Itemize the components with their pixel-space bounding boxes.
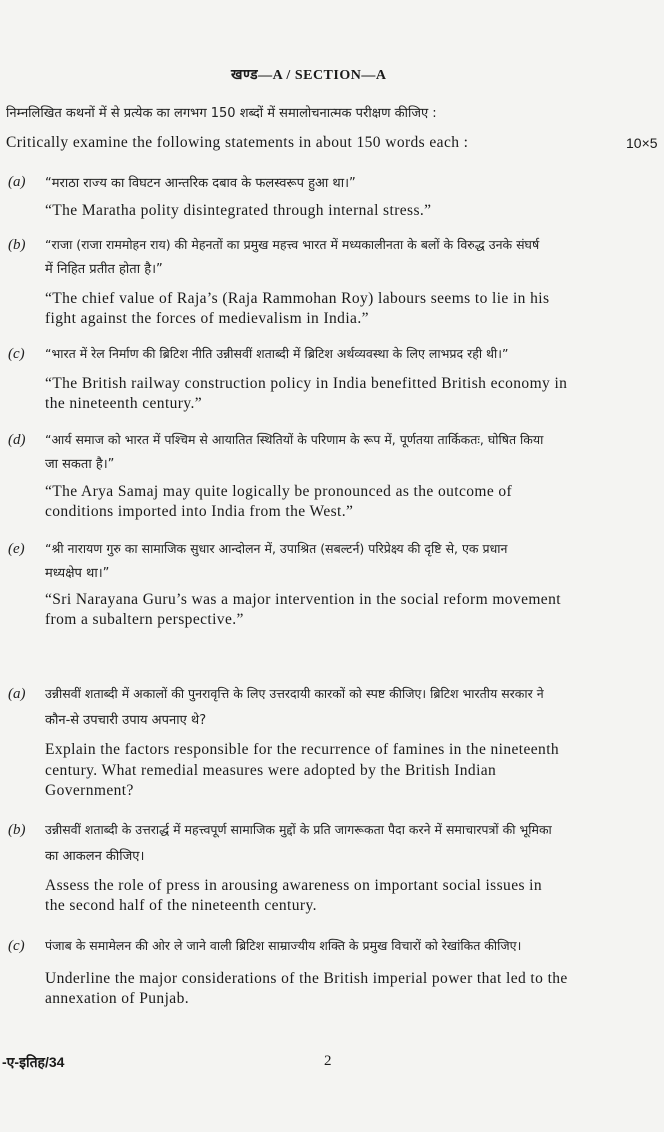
- q1-marks: 10×5: [626, 135, 658, 151]
- q1e-hindi-line: मध्यक्षेप था।”: [45, 566, 110, 581]
- q2b-hindi-line: उन्नीसवीं शताब्दी के उत्तरार्द्ध में महत्त्वपूर्ण सामाजिक मुद्दों के प्रति जागरूकता पैदा करने में समाचारपत्रों की भूमिका: [45, 822, 552, 837]
- paper-code: -ए-इतिह/34: [2, 1054, 65, 1070]
- q2a-english-line: Government?: [45, 782, 134, 799]
- q1b-english-line: fight against the forces of medievalism in India.”: [45, 310, 369, 327]
- q1-part-label: (e): [8, 541, 25, 557]
- q1c-english-line: “The British railway construction policy in India benefitted British economy in: [45, 375, 568, 392]
- q2b-english-line: the second half of the nineteenth century.: [45, 897, 317, 914]
- q1e-hindi-line: “श्री नारायण गुरु का सामाजिक सुधार आन्दोलन में, उपाश्रित (सबल्टर्न) परिप्रेक्ष्य की दृष्टि से, एक प्रधान: [45, 541, 508, 556]
- q2b-english-line: Assess the role of press in arousing awareness on important social issues in: [45, 877, 543, 894]
- q2c-english-line: Underline the major considerations of the British imperial power that led to the: [45, 970, 568, 987]
- q1d-english-line: “The Arya Samaj may quite logically be pronounced as the outcome of: [45, 483, 513, 500]
- q1c-english-line: the nineteenth century.”: [45, 395, 203, 412]
- q1b-english-line: “The chief value of Raja’s (Raja Rammohan Roy) labours seems to lie in his: [45, 290, 550, 307]
- q1e-english-line: “Sri Narayana Guru’s was a major intervention in the social reform movement: [45, 591, 561, 608]
- q1-part-label: (a): [8, 174, 26, 190]
- q1a-english: “The Maratha polity disintegrated through internal stress.”: [45, 202, 432, 219]
- q2-part-label: (c): [8, 938, 25, 954]
- q1b-hindi-line: में निहित प्रतीत होता है।”: [45, 262, 163, 277]
- q1-part-label: (b): [8, 237, 26, 253]
- q1-part-label: (d): [8, 432, 26, 448]
- q2-part-label: (a): [8, 686, 26, 702]
- q1d-hindi-line: जा सकता है।”: [45, 457, 115, 472]
- q2c-english-line: annexation of Punjab.: [45, 990, 189, 1007]
- q1a-hindi: “मराठा राज्य का विघटन आन्तरिक दबाव के फलस्वरूप हुआ था।”: [45, 176, 356, 191]
- page-number: 2: [324, 1053, 332, 1069]
- section-title: खण्ड—A / SECTION—A: [231, 68, 387, 83]
- q2b-hindi-line: का आकलन कीजिए।: [45, 849, 145, 864]
- q1b-hindi-line: “राजा (राजा राममोहन राय) की मेहनतों का प्रमुख महत्त्व भारत में मध्यकालीनता के बलों के विरुद्ध उनके संघर्ष: [45, 237, 540, 252]
- q2c-hindi: पंजाब के समामेलन की ओर ले जाने वाली ब्रिटिश साम्राज्यीय शक्ति के प्रमुख विचारों को रेखांकित कीजिए।: [45, 938, 522, 953]
- q1d-hindi-line: “आर्य समाज को भारत में पश्चिम से आयातित स्थितियों के परिणाम के रूप में, पूर्णतया तार्किकतः, घोषित किया: [45, 432, 544, 447]
- q1d-english-line: conditions imported into India from the West.”: [45, 503, 354, 520]
- q1-instruction-english: Critically examine the following statements in about 150 words each :: [6, 134, 469, 151]
- q2a-english-line: century. What remedial measures were adopted by the British Indian: [45, 762, 497, 779]
- q2a-hindi-line: कौन-से उपचारी उपाय अपनाए थे?: [45, 713, 207, 728]
- q1-instruction-hindi: निम्नलिखित कथनों में से प्रत्येक का लगभग 150 शब्दों में समालोचनात्मक परीक्षण कीजिए :: [6, 106, 437, 121]
- q2a-english-line: Explain the factors responsible for the recurrence of famines in the nineteenth: [45, 741, 560, 758]
- q2-part-label: (b): [8, 822, 26, 838]
- q1e-english-line: from a subaltern perspective.”: [45, 611, 244, 628]
- q2a-hindi-line: उन्नीसवीं शताब्दी में अकालों की पुनरावृत्ति के लिए उत्तरदायी कारकों को स्पष्ट कीजिए। ब्रिटिश भारतीय सरकार ने: [45, 686, 544, 701]
- q1c-hindi: “भारत में रेल निर्माण की ब्रिटिश नीति उन्नीसवीं शताब्दी में ब्रिटिश अर्थव्यवस्था के लिए लाभप्रद रही थी।”: [45, 346, 509, 361]
- q1-part-label: (c): [8, 346, 25, 362]
